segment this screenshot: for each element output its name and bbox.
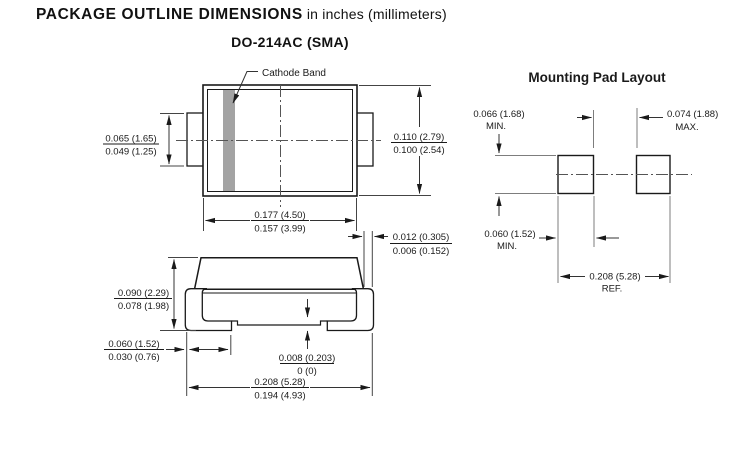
cathode-band-label: Cathode Band [262, 68, 326, 79]
package-name: DO-214AC (SMA) [231, 34, 349, 50]
side-view-bottom-profile [232, 321, 328, 325]
dim-pad-span [561, 272, 669, 295]
svg-text:0.074 (1.88): 0.074 (1.88) [667, 109, 719, 120]
dim-body-width [204, 198, 357, 235]
svg-text:MIN.: MIN. [496, 241, 518, 252]
svg-text:0.177 (4.50): 0.177 (4.50) [254, 210, 306, 221]
top-view-right-terminal [356, 113, 373, 166]
svg-text:0.208 (5.28): 0.208 (5.28) [254, 377, 306, 388]
svg-text:0.060 (1.52): 0.060 (1.52) [108, 339, 160, 350]
side-view-body [195, 258, 364, 290]
svg-text:MIN.: MIN. [485, 121, 507, 132]
svg-text:MAX.: MAX. [675, 122, 699, 133]
svg-text:0.208 (5.28): 0.208 (5.28) [589, 271, 641, 283]
svg-text:0.049 (1.25): 0.049 (1.25) [105, 146, 157, 158]
svg-text:0.008 (0.203): 0.008 (0.203) [278, 353, 336, 364]
dim-terminal-width [103, 114, 184, 167]
dim-pad-height [473, 109, 524, 216]
dim-lead-thickness [348, 231, 452, 287]
svg-text:0.006 (0.152): 0.006 (0.152) [392, 246, 450, 257]
side-view-right-lead [327, 289, 373, 331]
svg-text:0.012 (0.305): 0.012 (0.305) [392, 232, 450, 243]
svg-text:0.110 (2.79): 0.110 (2.79) [393, 132, 445, 143]
side-view [104, 231, 452, 402]
dim-foot-length [104, 332, 231, 396]
svg-text:0.060 (1.52): 0.060 (1.52) [484, 229, 536, 240]
svg-text:0.090 (2.29): 0.090 (2.29) [117, 288, 170, 299]
svg-text:0.030 (0.76): 0.030 (0.76) [108, 352, 160, 363]
side-view-left-lead [185, 289, 231, 331]
svg-text:0 (0): 0 (0) [297, 366, 317, 377]
svg-text:0.157 (3.99): 0.157 (3.99) [254, 223, 306, 235]
mounting-pad-title: Mounting Pad Layout [528, 70, 666, 85]
svg-text:0.066 (1.68): 0.066 (1.68) [473, 109, 525, 120]
top-view [103, 68, 447, 235]
dim-pad-gap [577, 109, 718, 133]
page-title-suffix: in inches (millimeters) [302, 6, 447, 22]
top-view-left-terminal [187, 113, 204, 166]
page-title-bold: PACKAGE OUTLINE DIMENSIONS [36, 6, 303, 23]
dim-overall-width [189, 333, 372, 402]
svg-text:0.078 (1.98): 0.078 (1.98) [117, 301, 170, 312]
dim-pad-width [484, 229, 619, 252]
svg-text:0.194 (4.93): 0.194 (4.93) [254, 390, 306, 402]
svg-text:REF.: REF. [601, 283, 623, 295]
dim-standoff [279, 299, 336, 377]
svg-text:0.065 (1.65): 0.065 (1.65) [105, 133, 157, 145]
mounting-pad-layout [473, 70, 718, 295]
svg-text:0.100 (2.54): 0.100 (2.54) [393, 145, 445, 156]
